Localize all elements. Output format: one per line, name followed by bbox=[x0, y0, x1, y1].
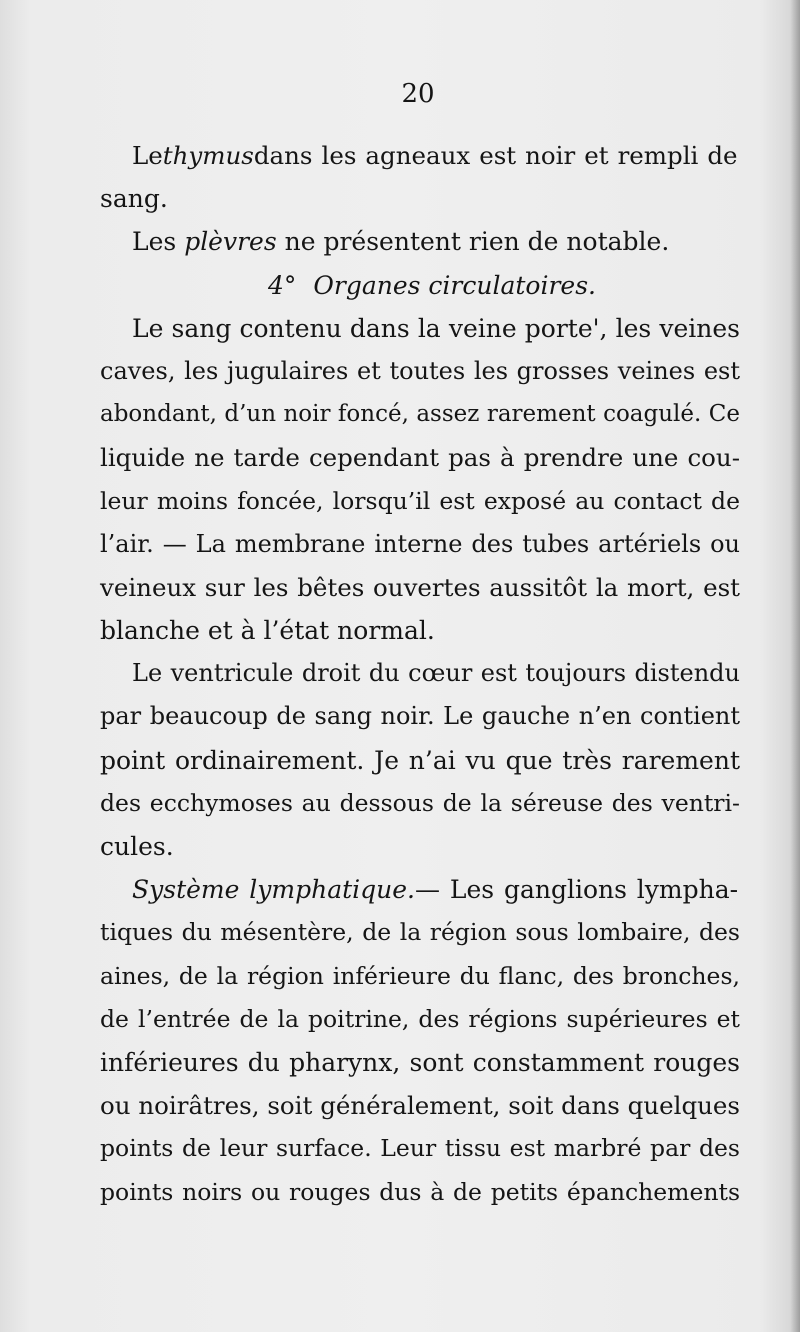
heading-text: Organes circulatoires. bbox=[313, 270, 596, 300]
page-edge-shadow bbox=[790, 0, 800, 1332]
text-line: Les plèvres ne présentent rien de notable. bbox=[132, 227, 670, 257]
italic-term: plèvres bbox=[184, 227, 277, 257]
text-line: points de leur surface. Leur tissu est marbré par des bbox=[100, 1134, 740, 1163]
text-line: de l’entrée de la poitrine, des régions supérieures et bbox=[100, 1004, 740, 1033]
text-line: sang. bbox=[100, 184, 168, 214]
text-line: aines, de la région inférieure du flanc, des bronches, bbox=[100, 961, 740, 990]
text-line: par beaucoup de sang noir. Le gauche n’en contient bbox=[100, 702, 740, 731]
text-line: Le sang contenu dans la veine porte', les veines bbox=[132, 313, 740, 343]
text-line: Système lymphatique.— Les ganglions lympha- bbox=[100, 868, 740, 911]
text-line: blanche et à l’état normal. bbox=[100, 616, 435, 646]
text-line: Le ventricule droit du cœur est toujours distendu bbox=[132, 659, 740, 688]
text-line: cules. bbox=[100, 832, 174, 861]
text-line: tiques du mésentère, de la région sous lombaire, des bbox=[100, 918, 740, 947]
text-line: abondant, d’un noir foncé, assez rarement coagulé. Ce bbox=[100, 401, 740, 428]
text-line: leur moins foncée, lorsqu’il est exposé au contact de bbox=[100, 486, 740, 515]
text-line: veineux sur les bêtes ouvertes aussitôt la mort, est bbox=[100, 572, 740, 602]
text-line: inférieures du pharynx, sont constamment rouges bbox=[100, 1047, 740, 1077]
text-line: points noirs ou rouges dus à de petits épanchements bbox=[100, 1177, 740, 1206]
text-line: caves, les jugulaires et toutes les grosses veines est bbox=[100, 356, 740, 385]
text-line: l’air. — La membrane interne des tubes artériels ou bbox=[100, 529, 740, 558]
text-line: Lethymusdans les agneaux est noir et rempli de bbox=[100, 134, 740, 177]
page-number: 20 bbox=[401, 79, 435, 109]
text-line: liquide ne tarde cependant pas à prendre une cou- bbox=[100, 443, 740, 473]
italic-term: thymus bbox=[162, 141, 254, 170]
text-line: des ecchymoses au dessous de la séreuse des ventri- bbox=[100, 788, 740, 817]
section-heading bbox=[100, 264, 740, 307]
page-body bbox=[100, 134, 740, 1214]
italic-term: Système lymphatique. bbox=[132, 875, 416, 905]
heading-number: 4° bbox=[268, 270, 297, 300]
text-line: ou noirâtres, soit généralement, soit dans quelques bbox=[100, 1091, 740, 1121]
text-line: point ordinairement. Je n’ai vu que très rarement bbox=[100, 745, 740, 775]
